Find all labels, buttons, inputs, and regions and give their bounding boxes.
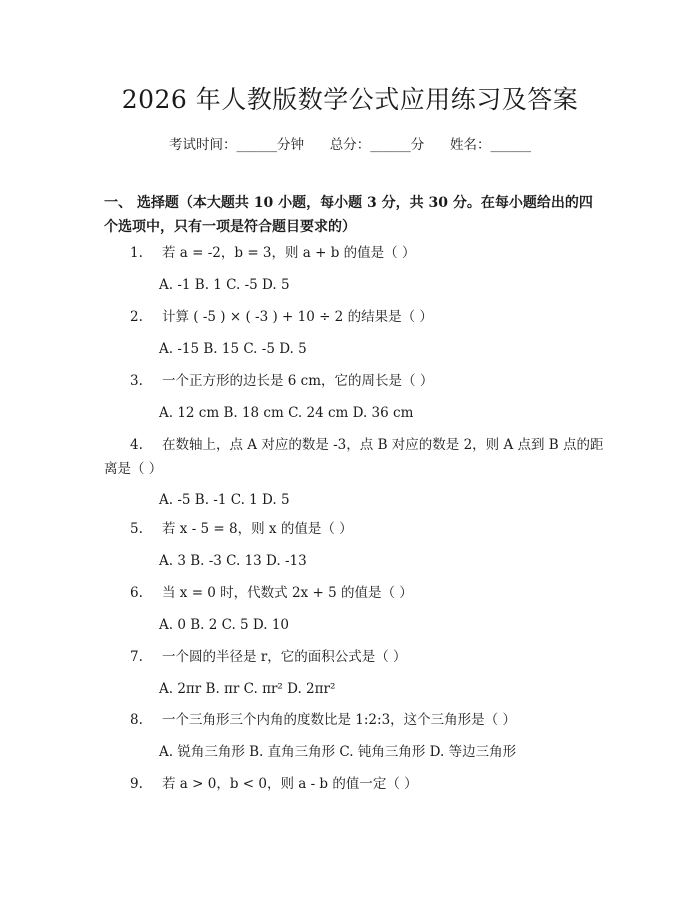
question-number: 5.: [130, 521, 143, 537]
section-heading: 一、 选择题（本大题共 10 小题，每小题 3 分，共 30 分。在每小题给出的四个选项中，只有一项是符合题目要求的）: [104, 195, 593, 235]
question-8-options: A. 锐角三角形 B. 直角三角形 C. 钝角三角形 D. 等边三角形: [159, 744, 517, 760]
document-title: 2026 年人教版数学公式应用练习及答案: [121, 85, 579, 114]
question-5-options: A. 3 B. -3 C. 13 D. -13: [159, 553, 307, 569]
question-number: 2.: [130, 309, 143, 325]
question-text: 一个三角形三个内角的度数比是 1:2:3，这个三角形是（ ）: [162, 712, 516, 728]
question-4-options: A. -5 B. -1 C. 1 D. 5: [159, 492, 290, 508]
question-1-options: A. -1 B. 1 C. -5 D. 5: [159, 277, 290, 293]
question-6: [104, 581, 604, 605]
question-3-options: A. 12 cm B. 18 cm C. 24 cm D. 36 cm: [159, 405, 414, 421]
question-number: 8.: [130, 712, 143, 728]
question-2: [104, 305, 604, 329]
question-7: [104, 645, 604, 669]
question-9: [104, 772, 604, 796]
question-4: [104, 433, 604, 481]
question-7-options: A. 2πr B. πr C. πr² D. 2πr²: [159, 681, 336, 697]
question-text: 在数轴上，点 A 对应的数是 -3，点 B 对应的数是 2，则 A 点到 B 点的距离是（ ）: [104, 437, 604, 477]
question-6-options: A. 0 B. 2 C. 5 D. 10: [159, 617, 290, 633]
question-text: 若 a > 0，b < 0，则 a - b 的值一定（ ）: [162, 776, 418, 792]
question-number: 1.: [130, 245, 143, 261]
question-text: 当 x = 0 时，代数式 2x + 5 的值是（ ）: [162, 585, 413, 601]
question-text: 若 a = -2，b = 3，则 a + b 的值是（ ）: [162, 245, 416, 261]
question-text: 一个圆的半径是 r，它的面积公式是（ ）: [162, 649, 407, 665]
question-number: 6.: [130, 585, 143, 601]
question-number: 3.: [130, 373, 143, 389]
question-text: 若 x - 5 = 8，则 x 的值是（ ）: [162, 521, 353, 537]
exam-meta-line: 考试时间：______分钟 总分：______分 姓名：______: [169, 137, 531, 153]
question-1: [104, 241, 604, 265]
question-2-options: A. -15 B. 15 C. -5 D. 5: [159, 341, 307, 357]
question-number: 4.: [130, 437, 143, 453]
question-8: [104, 708, 604, 732]
question-number: 9.: [130, 776, 143, 792]
question-5: [104, 517, 604, 541]
question-number: 7.: [130, 649, 143, 665]
question-3: [104, 369, 604, 393]
question-text: 一个正方形的边长是 6 cm，它的周长是（ ）: [162, 373, 434, 389]
question-text: 计算 ( -5 ) × ( -3 ) + 10 ÷ 2 的结果是（ ）: [162, 309, 433, 325]
